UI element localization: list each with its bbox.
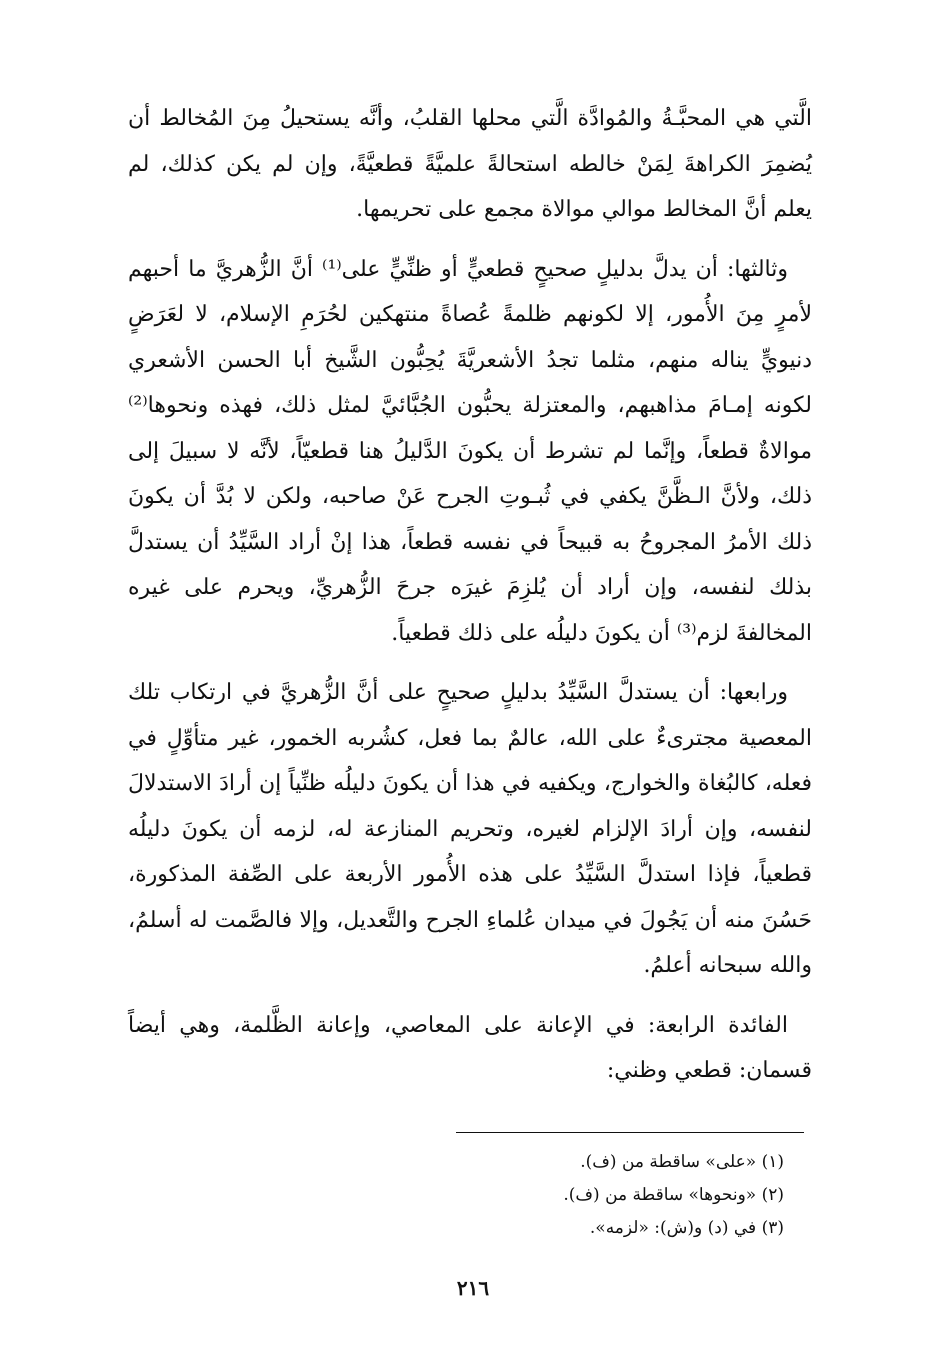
footnotes <box>300 1146 784 1245</box>
paragraph-1: الَّتي هي المحبَّـةُ والمُوادَّة الَّتي محلها القلبُ، وأنَّه يستحيلُ مِنَ المُخالط أن يُضمِرَ الكراهةَ لِمَنْ خالطه استحالةً علميَّةً قطعيَّةً، وإن لم يكن كذلك، لم يعلم أنَّ المخالط موالي موالاة مجمع على تحريمها. <box>128 106 812 222</box>
footnote-divider <box>456 1132 804 1133</box>
paragraph-4: الفائدة الرابعة: في الإعانة على المعاصي، وإعانة الظَّلمة، وهي أيضاً قسمان: قطعي وظني: <box>128 1012 812 1083</box>
footnote-2: (٢) «ونحوها» ساقطة من (ف). <box>563 1185 784 1205</box>
page-number: ٢١٦ <box>456 1276 490 1300</box>
footnote-3: (٣) في (د) و(ش): «لزمه». <box>589 1218 784 1238</box>
paragraph-2: وثالثها: أن يدلَّ بدليلٍ صحيحٍ قطعيٍّ أو ظنِّيٍّ على⁽¹⁾ أنَّ الزُّهريَّ ما أحبهم لأمرٍ مِنَ الأُمور، إلا لكونهم ظلمةً عُصاةً منتهكين لحُرَمِ الإسلام، لا لعَرَضٍ دنيويٍّ يناله منهم، مثلما تجدُ الأشعريَّةَ يُحِبُّون الشَّيخ أبا الحسن الأشعري لكونه إمـامَ مذاهبهم، والمعتزلة يحبُّون الجُبَّائيَّ لمثل ذلك، فهذه ونحوها⁽²⁾ موالاةٌ قطعاً، وإنَّما لم تشرط أن يكونَ الدَّليلُ هنا قطعيّاً، لأنَّه لا سبيلَ إلى ذلك، ولأنَّ الـظَّنَّ يكفي في ثُبـوتِ الجرح عَنْ صاحبه، ولكن لا بُدَّ أن يكونَ ذلك الأمرُ المجروحُ به قبيحاً في نفسه قطعاً، هذا إنْ أراد السَّيِّدُ أن يستدلَّ بذلك لنفسه، وإن أراد أن يُلزِمَ غيرَه جرحَ الزُّهريِّ، ويحرم على غيره المخالفةَ لزم⁽³⁾ أن يكونَ دليلُه على ذلك قطعياً. <box>128 256 812 646</box>
footnote-1: (١) «على» ساقطة من (ف). <box>580 1152 784 1172</box>
paragraph-3: ورابعها: أن يستدلَّ السَّيِّدُ بدليلٍ صحيحٍ على أنَّ الزُّهريَّ في ارتكاب تلك المعصية مجترىءٌ على الله، عالمٌ بما فعل، كشُربه الخمور، غير متأوِّلٍ في فعله، كالبُغاة والخوارج، ويكفيه في هذا أن يكونَ دليلُه ظنِّياً إن أرادَ الاستدلالَ لنفسه، وإن أرادَ الإلزام لغيره، وتحريم المنازعة له، لزمه أن يكونَ دليلُه قطعياً، فإذا استدلَّ السَّيِّدُ على هذه الأُمور الأربعة على الصِّفة المذكورة، حَسُنَ منه أن يَجُولَ في ميدان عُلماءِ الجرح والتَّعديل، وإلا فالصَّمت له أسلمُ، والله سبحانه أعلمُ. <box>128 680 812 978</box>
main-text <box>128 96 812 1108</box>
